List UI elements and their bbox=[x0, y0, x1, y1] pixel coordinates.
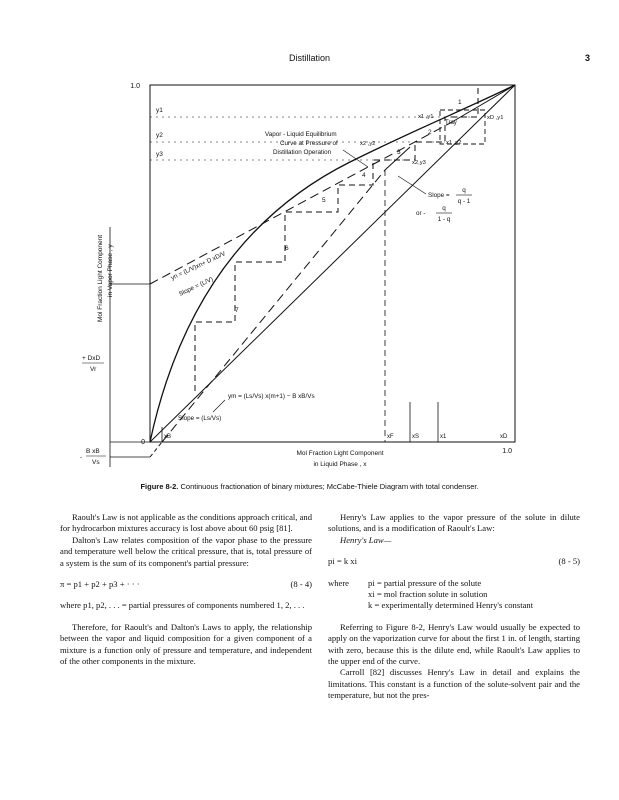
vle-label-line3: Distillation Operation bbox=[273, 149, 332, 156]
where-item-2: xi = mol fraction solute in solution bbox=[368, 589, 488, 600]
slope-q-num: q bbox=[462, 187, 466, 194]
x2y3-label: x2,y3 bbox=[412, 160, 426, 166]
left-paragraph-1: Raoult's Law is not applicable as the conditions approach critical, and for hydrocarbon mixtures accuracy is lost above about 60 psig [81]. bbox=[60, 512, 312, 534]
page-number: 3 bbox=[584, 53, 590, 63]
right-column bbox=[328, 512, 580, 702]
equation-8-4-text: π = p1 + p2 + p3 + · · · bbox=[60, 579, 140, 590]
vle-label-line1: Vapor - Liquid Equilibrium bbox=[265, 131, 337, 138]
x-mark-d: xD bbox=[500, 434, 508, 440]
or-den: 1 - q bbox=[437, 216, 451, 223]
intercept-lower-sign: - bbox=[80, 454, 83, 461]
stripping-line-label: ym = (Ls/Vs) x(m+1) − B xB/Vs bbox=[228, 393, 315, 400]
rectifying-line-label: yn = (L/V)xn+ D xD/V bbox=[169, 250, 227, 282]
or-label: or - bbox=[416, 210, 426, 217]
right-paragraph-2: Referring to Figure 8-2, Henry's Law would usually be expected to apply on the vaporization curve for about the first 1 in. of length, starting with zero, because this is the dilute end, while Raoult's Law applies to the upper end of the curve. bbox=[328, 621, 580, 667]
stripping-operating-line bbox=[162, 170, 385, 442]
figure-caption-label: Figure 8-2. bbox=[140, 482, 179, 491]
right-where-list bbox=[328, 578, 580, 612]
stage-5: 5 bbox=[322, 197, 326, 204]
figure-caption-text: Continuous fractionation of binary mixtures; McCabe-Thiele Diagram with total condenser. bbox=[180, 482, 479, 491]
where-lead: where bbox=[328, 577, 349, 588]
intercept-lower-den: Vs bbox=[92, 459, 100, 466]
x-axis-label-line1: Mol Fraction Light Component bbox=[296, 450, 384, 457]
stripping-leader bbox=[213, 400, 225, 412]
equation-8-4-number: (8 - 4) bbox=[290, 579, 312, 590]
stage-4: 4 bbox=[362, 172, 366, 179]
left-column bbox=[60, 512, 312, 667]
slope-q-leader bbox=[398, 176, 426, 194]
y-mark-3: y3 bbox=[156, 151, 163, 158]
origin-label: 0 bbox=[141, 439, 145, 446]
x2y2-label: x2 ,y2 bbox=[360, 141, 376, 147]
running-header-title: Distillation bbox=[288, 53, 330, 63]
vle-label-line2: Curve at Pressure of bbox=[280, 140, 338, 147]
stage-7: 7 bbox=[235, 307, 239, 314]
mccabe-thiele-diagram bbox=[80, 72, 530, 477]
intercept-upper-num: + DxD bbox=[82, 355, 101, 362]
x-mark-1: x1 bbox=[440, 434, 447, 440]
stage-2: 2 bbox=[428, 129, 432, 136]
stripping-slope-label: Slope = (Ls/Vs) bbox=[178, 415, 222, 422]
stage-6: 6 bbox=[285, 245, 289, 252]
left-paragraph-3: Therefore, for Raoult's and Dalton's Laws to apply, the relationship between the vapor and liquid composition for a given component of a mixture is a function only of pressure and temperature, and independent of the other components in the mixture. bbox=[60, 621, 312, 667]
x-mark-f: xF bbox=[387, 434, 394, 440]
x-mark-b: xB bbox=[164, 434, 172, 440]
left-where-clause: where p1, p2, . . . = partial pressures of components numbered 1, 2, . . . bbox=[60, 600, 305, 611]
slope-q-label: Slope = bbox=[428, 192, 450, 199]
intercept-upper-den: Vr bbox=[90, 366, 97, 373]
figure-caption bbox=[0, 482, 619, 491]
stripping-line-extension bbox=[150, 442, 162, 457]
equation-8-5 bbox=[328, 556, 580, 567]
where-item-3: k = experimentally determined Henry's constant bbox=[368, 600, 534, 611]
where-item-1: pi = partial pressure of the solute bbox=[368, 577, 482, 588]
stage-3: 3 bbox=[397, 149, 401, 156]
y-axis-label-line2: in Vapor Phase , y bbox=[107, 244, 114, 297]
y-axis-label-line1: Mol Fraction Light Component bbox=[97, 234, 104, 322]
y-axis-max-label: 1.0 bbox=[130, 83, 140, 90]
xdyd-label: xD ,y1 bbox=[487, 115, 504, 121]
x-axis-label-line2: in Liquid Phase , x bbox=[313, 461, 367, 468]
equation-8-4 bbox=[60, 579, 312, 590]
x1y1-label: x1 ,y1 bbox=[418, 114, 434, 120]
slope-q-den: q - 1 bbox=[457, 198, 471, 205]
x-axis-max-label: 1.0 bbox=[502, 448, 512, 455]
right-paragraph-1: Henry's Law applies to the vapor pressure of the solute in dilute solutions, and is a modification of Raoult's Law: bbox=[328, 512, 580, 534]
equation-8-5-number: (8 - 5) bbox=[558, 556, 580, 567]
y-mark-2: y2 bbox=[156, 132, 163, 139]
stage-steps bbox=[195, 85, 515, 392]
right-paragraph-3: Carroll [82] discusses Henry's Law in detail and explains the limitations. This constant is a function of the solute-solvent pair and the temperature, but not the pres- bbox=[328, 667, 580, 701]
rectifying-slope-label: Slope = (L/V) bbox=[177, 275, 215, 298]
left-paragraph-2: Dalton's Law relates composition of the vapor phase to the pressure and temperature well below the critical pressure, that is, total pressure of a system is the sum of its component's partial pressure: bbox=[60, 534, 312, 568]
y-mark-1: y1 bbox=[156, 107, 163, 114]
x1y2-label: x1 ,y2 bbox=[446, 140, 462, 146]
equation-8-5-text: pi = k xi bbox=[328, 556, 357, 567]
vle-leader bbox=[343, 150, 368, 167]
henrys-law-subhead: Henry's Law— bbox=[340, 534, 392, 545]
stage-1: 1 bbox=[458, 99, 462, 106]
intercept-lower-num: B xB bbox=[86, 448, 100, 455]
or-num: q bbox=[442, 205, 446, 212]
x-mark-s: xS bbox=[412, 434, 420, 440]
tray-box bbox=[440, 110, 485, 144]
tray-label: Tray bbox=[445, 120, 457, 126]
